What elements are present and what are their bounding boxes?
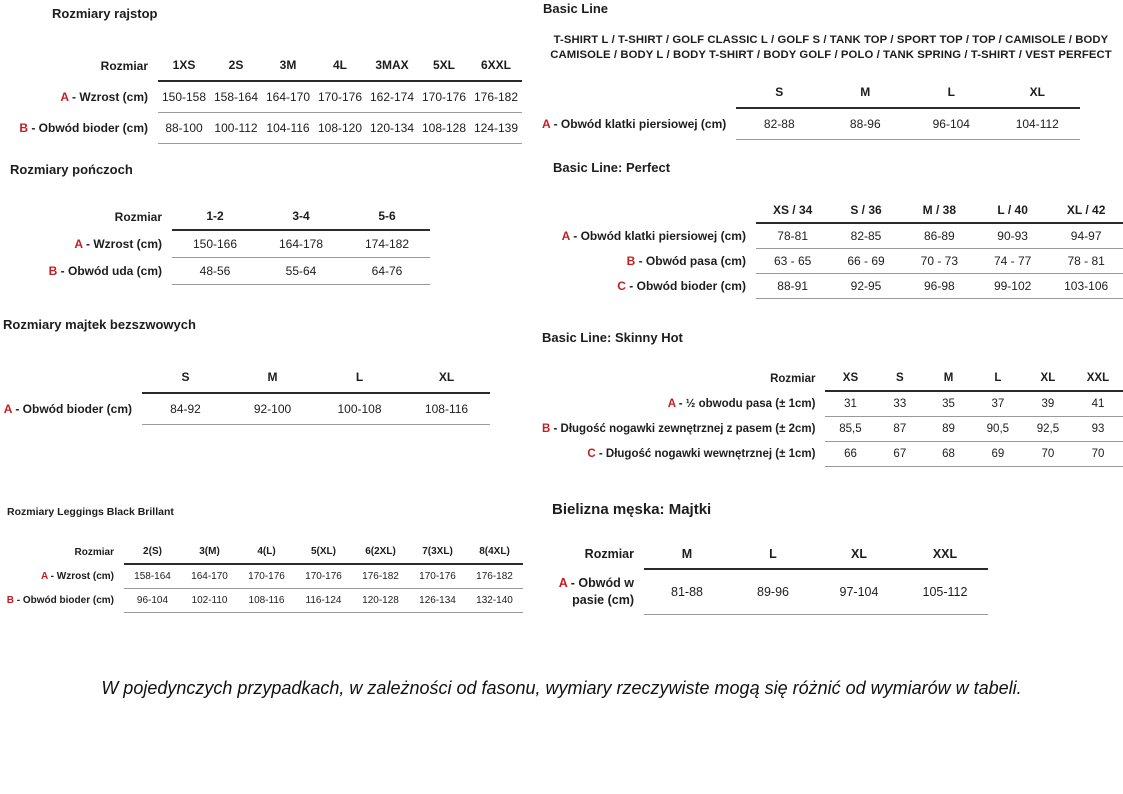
table-cell: 96-104 [124, 589, 181, 613]
row-label: A - Obwód klatki piersiowej (cm) [561, 228, 746, 243]
table-cell: 35 [924, 391, 973, 417]
table-cell: 33 [875, 391, 924, 417]
header-row [0, 362, 490, 393]
table-cell: 89-96 [730, 569, 816, 615]
column-header: 4L [314, 50, 366, 81]
size-table [0, 50, 522, 144]
size-table-rajstopy [0, 50, 522, 144]
column-header: XL [403, 362, 490, 393]
table-row [0, 589, 523, 613]
table-cell: 126-134 [409, 589, 466, 613]
table-cell: 48-56 [172, 258, 258, 285]
table-cell: 176-182 [352, 564, 409, 589]
column-header: M [229, 362, 316, 393]
section-title-bielizna-meska: Bielizna męska: Majtki [552, 501, 712, 518]
table-cell: 162-174 [366, 81, 418, 113]
column-header: 5(XL) [295, 540, 352, 564]
row-label: B - Obwód bioder (cm) [19, 121, 148, 135]
table-cell: 89 [924, 417, 973, 442]
section-title-majtki-bezszwowe: Rozmiary majtek bezszwowych [3, 317, 196, 332]
table-row [0, 113, 522, 144]
size-table-bielizna-meska [550, 540, 988, 615]
table-cell: 170-176 [409, 564, 466, 589]
table-row [0, 393, 490, 425]
table-cell: 170-176 [238, 564, 295, 589]
row-label: A - ½ obwodu pasa (± 1cm) [667, 397, 816, 410]
size-table [0, 540, 523, 613]
section-title-rajstopy: Rozmiary rajstop [52, 6, 158, 21]
table-cell: 176-182 [466, 564, 523, 589]
table-cell: 70 - 73 [903, 249, 976, 274]
table-cell: 93 [1073, 417, 1123, 442]
table-cell: 108-128 [418, 113, 470, 144]
table-cell: 70 [1023, 442, 1073, 467]
table-cell: 66 [825, 442, 875, 467]
table-cell: 82-85 [829, 223, 902, 249]
table-cell: 120-134 [366, 113, 418, 144]
row-label: B - Obwód pasa (cm) [626, 254, 746, 268]
table-cell: 170-176 [418, 81, 470, 113]
table-cell: 164-178 [258, 230, 344, 258]
row-letter: B [626, 254, 636, 268]
table-cell: 37 [973, 391, 1023, 417]
row-letter: B [19, 121, 28, 135]
table-cell: 150-158 [158, 81, 210, 113]
row-label: C - Długość nogawki wewnętrznej (± 1cm) [587, 448, 816, 460]
table-cell: 78-81 [756, 223, 829, 249]
row-label: B - Długość nogawki zewnętrznej z pasem (± 2cm) [542, 423, 816, 435]
column-header: 6(2XL) [352, 540, 409, 564]
table-cell: 92,5 [1023, 417, 1073, 442]
table-cell: 104-112 [994, 108, 1080, 140]
table-row [540, 274, 1123, 299]
row-label: A - Obwód bioder (cm) [3, 401, 132, 416]
corner-label: Rozmiar [74, 546, 114, 558]
table-cell: 87 [875, 417, 924, 442]
table-cell: 78 - 81 [1049, 249, 1123, 274]
corner-label: Rozmiar [584, 547, 634, 561]
size-table [540, 198, 1123, 299]
table-cell: 66 - 69 [829, 249, 902, 274]
column-header: 1XS [158, 50, 210, 81]
row-letter: C [587, 448, 596, 460]
table-row [540, 391, 1123, 417]
table-row [0, 258, 430, 285]
table-cell: 102-110 [181, 589, 238, 613]
row-label: A - Wzrost (cm) [60, 89, 148, 104]
column-header: M [644, 540, 730, 569]
row-letter: A [41, 570, 48, 582]
section-title-basic-line: Basic Line [543, 1, 609, 16]
row-letter: A [74, 236, 83, 251]
header-row [540, 77, 1080, 108]
header-row [540, 366, 1123, 391]
table-cell: 69 [973, 442, 1023, 467]
section-title-leggings: Rozmiary Leggings Black Brillant [7, 506, 174, 518]
row-label: A - Wzrost (cm) [74, 236, 162, 251]
table-cell: 170-176 [314, 81, 366, 113]
column-header: 3-4 [258, 203, 344, 230]
table-row [0, 81, 522, 113]
column-header: XXL [1073, 366, 1123, 391]
table-cell: 108-120 [314, 113, 366, 144]
row-letter: A [542, 116, 551, 131]
column-header: XL [816, 540, 902, 569]
table-row [550, 569, 988, 615]
table-cell: 108-116 [238, 589, 295, 613]
disclaimer-note: W pojedynczych przypadkach, w zależności od fasonu, wymiary rzeczywiste mogą się różnić od wymiarów w tabeli. [101, 678, 1022, 698]
table-cell: 90,5 [973, 417, 1023, 442]
column-header: L [908, 77, 994, 108]
table-row [0, 230, 430, 258]
table-cell: 132-140 [466, 589, 523, 613]
size-table [0, 203, 430, 285]
table-cell: 116-124 [295, 589, 352, 613]
table-row [540, 223, 1123, 249]
table-cell: 92-100 [229, 393, 316, 425]
size-table-basic-line [540, 77, 1080, 140]
row-letter: B [48, 264, 58, 278]
size-table-ponczochy [0, 203, 430, 285]
row-label: A - Wzrost (cm) [41, 570, 114, 582]
row-label: A - Obwód w pasie (cm) [558, 575, 634, 607]
column-header: L [730, 540, 816, 569]
table-cell: 88-91 [756, 274, 829, 299]
column-header: L [973, 366, 1023, 391]
table-cell: 85,5 [825, 417, 875, 442]
table-row [540, 108, 1080, 140]
column-header: M / 38 [903, 198, 976, 223]
table-cell: 164-170 [262, 81, 314, 113]
column-header: XL [994, 77, 1080, 108]
row-letter: A [558, 575, 568, 590]
column-header: 4(L) [238, 540, 295, 564]
table-cell: 99-102 [976, 274, 1049, 299]
table-cell: 108-116 [403, 393, 490, 425]
table-cell: 90-93 [976, 223, 1049, 249]
header-row [550, 540, 988, 569]
table-cell: 176-182 [470, 81, 522, 113]
row-letter: A [667, 397, 676, 410]
column-header: XL [1023, 366, 1073, 391]
corner-label: Rozmiar [770, 372, 816, 385]
header-row [0, 203, 430, 230]
row-letter: B [6, 595, 14, 606]
table-cell: 174-182 [344, 230, 430, 258]
row-letter: B [542, 423, 551, 435]
column-header: 1-2 [172, 203, 258, 230]
table-cell: 150-166 [172, 230, 258, 258]
table-cell: 31 [825, 391, 875, 417]
size-table-basic-line-perfect [540, 198, 1123, 299]
basic-line-product-list: T-SHIRT L / T-SHIRT / GOLF CLASSIC L / GOLF S / TANK TOP / SPORT TOP / TOP / CAMISOLE / BODY CAMISOLE / BODY L / BODY T-SHIRT / BODY GOLF / POLO / TANK SPRING / T-SHIRT / VEST PERFECT [550, 34, 1112, 61]
size-table [540, 366, 1123, 467]
table-cell: 92-95 [829, 274, 902, 299]
table-cell: 88-96 [822, 108, 908, 140]
column-header: 5-6 [344, 203, 430, 230]
column-header: 3MAX [366, 50, 418, 81]
table-cell: 124-139 [470, 113, 522, 144]
table-cell: 100-112 [210, 113, 262, 144]
table-cell: 67 [875, 442, 924, 467]
table-row [540, 249, 1123, 274]
size-table-basic-line-skinny-hot [540, 366, 1123, 467]
column-header: S [736, 77, 822, 108]
size-table [550, 540, 988, 615]
column-header: XXL [902, 540, 988, 569]
column-header: XS [825, 366, 875, 391]
column-header: M [924, 366, 973, 391]
column-header: 5XL [418, 50, 470, 81]
corner-label: Rozmiar [114, 209, 162, 224]
table-cell: 120-128 [352, 589, 409, 613]
column-header: XS / 34 [756, 198, 829, 223]
section-title-basic-line-skinny-hot: Basic Line: Skinny Hot [542, 330, 683, 345]
size-table [540, 77, 1080, 140]
table-cell: 86-89 [903, 223, 976, 249]
column-header: S [142, 362, 229, 393]
column-header: 3(M) [181, 540, 238, 564]
table-cell: 100-108 [316, 393, 403, 425]
table-row [540, 442, 1123, 467]
header-row [540, 198, 1123, 223]
table-cell: 81-88 [644, 569, 730, 615]
table-cell: 164-170 [181, 564, 238, 589]
row-letter: C [617, 279, 626, 293]
column-header: L / 40 [976, 198, 1049, 223]
table-row [0, 564, 523, 589]
table-cell: 97-104 [816, 569, 902, 615]
table-row [540, 417, 1123, 442]
table-cell: 103-106 [1049, 274, 1123, 299]
table-cell: 96-98 [903, 274, 976, 299]
row-letter: A [561, 228, 570, 243]
size-table-leggings [0, 540, 523, 613]
size-table-majtki-bezszwowe [0, 362, 490, 425]
section-title-ponczochy: Rozmiary pończoch [10, 162, 133, 177]
table-cell: 41 [1073, 391, 1123, 417]
row-label: B - Obwód uda (cm) [48, 264, 162, 278]
corner-label [540, 77, 736, 108]
column-header: 8(4XL) [466, 540, 523, 564]
table-cell: 158-164 [124, 564, 181, 589]
header-row [0, 50, 522, 81]
column-header: 3M [262, 50, 314, 81]
table-cell: 68 [924, 442, 973, 467]
corner-label [0, 362, 142, 393]
row-letter: A [3, 401, 12, 416]
table-cell: 105-112 [902, 569, 988, 615]
table-cell: 88-100 [158, 113, 210, 144]
row-label: C - Obwód bioder (cm) [617, 279, 746, 293]
column-header: M [822, 77, 908, 108]
column-header: 2S [210, 50, 262, 81]
table-cell: 104-116 [262, 113, 314, 144]
header-row [0, 540, 523, 564]
table-cell: 70 [1073, 442, 1123, 467]
section-title-basic-line-perfect: Basic Line: Perfect [553, 160, 671, 175]
row-label: B - Obwód bioder (cm) [6, 595, 114, 606]
column-header: S / 36 [829, 198, 902, 223]
table-cell: 74 - 77 [976, 249, 1049, 274]
table-cell: 64-76 [344, 258, 430, 285]
column-header: XL / 42 [1049, 198, 1123, 223]
table-cell: 170-176 [295, 564, 352, 589]
table-cell: 96-104 [908, 108, 994, 140]
table-cell: 55-64 [258, 258, 344, 285]
table-cell: 39 [1023, 391, 1073, 417]
table-cell: 63 - 65 [756, 249, 829, 274]
column-header: 2(S) [124, 540, 181, 564]
table-cell: 82-88 [736, 108, 822, 140]
table-cell: 84-92 [142, 393, 229, 425]
column-header: 6XXL [470, 50, 522, 81]
size-table [0, 362, 490, 425]
row-letter: A [60, 89, 69, 104]
table-cell: 158-164 [210, 81, 262, 113]
row-label: A - Obwód klatki piersiowej (cm) [542, 116, 727, 131]
corner-label: Rozmiar [100, 58, 148, 73]
column-header: L [316, 362, 403, 393]
table-cell: 94-97 [1049, 223, 1123, 249]
corner-label [540, 198, 756, 223]
column-header: 7(3XL) [409, 540, 466, 564]
column-header: S [875, 366, 924, 391]
